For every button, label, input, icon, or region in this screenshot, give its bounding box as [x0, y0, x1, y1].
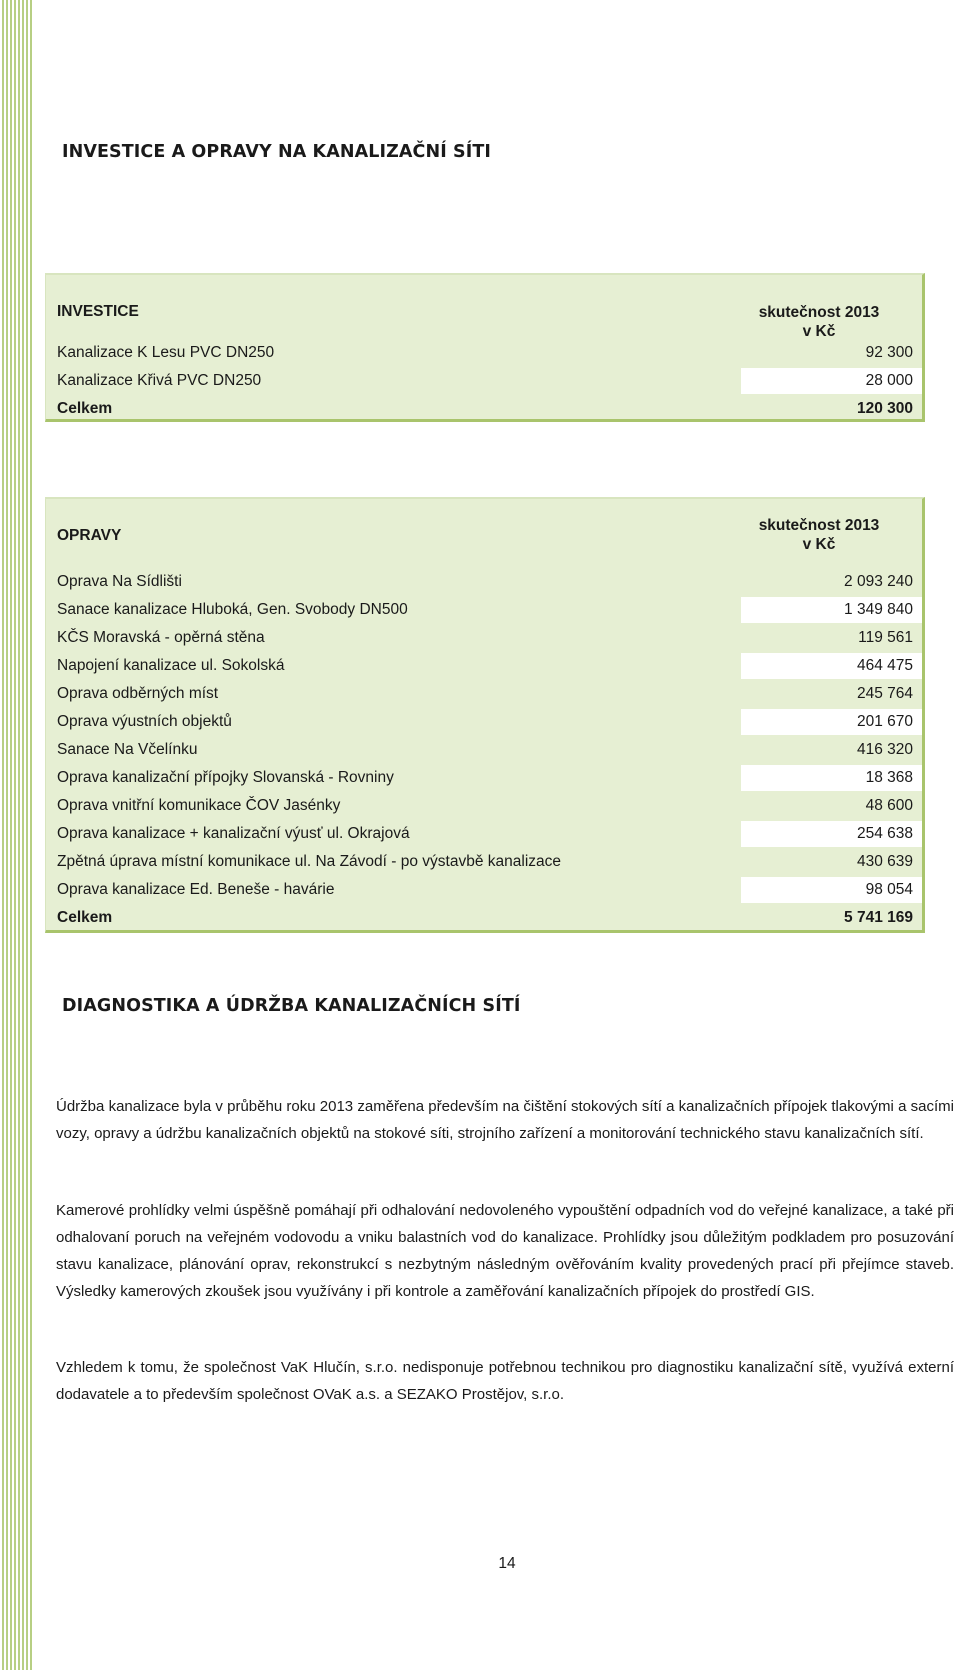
row-label: Sanace Na Včelínku: [57, 741, 198, 758]
row-value: 254 638: [856, 825, 913, 842]
table-row: [46, 596, 922, 624]
row-label: Oprava vnitřní komunikace ČOV Jasénky: [57, 797, 341, 814]
section-title-diagnostika: DIAGNOSTIKA A ÚDRŽBA KANALIZAČNÍCH SÍTÍ: [62, 996, 521, 1016]
table-row: [46, 792, 922, 820]
row-value: 18 368: [865, 769, 913, 786]
row-label: Zpětná úprava místní komunikace ul. Na Závodí - po výstavbě kanalizace: [57, 853, 561, 870]
row-value: 92 300: [865, 344, 913, 361]
row-label: KČS Moravská - opěrná stěna: [57, 629, 265, 646]
row-label: Kanalizace Křivá PVC DN250: [57, 372, 262, 389]
table-row: [46, 367, 922, 395]
row-value: 430 639: [856, 853, 913, 870]
row-value: 119 561: [858, 629, 913, 646]
total-value: 120 300: [856, 400, 913, 417]
table-row: [46, 876, 922, 904]
paragraph: Vzhledem k tomu, že společnost VaK Hlučín, s.r.o. nedisponuje potřebnou technikou pro diagnostiku kanalizační sítě, využívá externí dodavatele a to především společnost OVaK a.s. a SEZAKO Prostějov, s.r.o.: [56, 1359, 954, 1403]
table-total-row: [46, 395, 922, 419]
row-label: Sanace kanalizace Hluboká, Gen. Svobody DN500: [57, 601, 408, 618]
row-value: 98 054: [865, 881, 913, 898]
paragraph: Kamerové prohlídky velmi úspěšně pomáhají při odhalování nedovoleného vypouštění odpadních vod do veřejné kanalizace, a také při odhalovaní poruch na veřejném vodovodu a vniku balastních vod do kanalizace. Prohlídky jsou důležitým podkladem pro posuzování stavu kanalizace, plánování oprav, rekonstrukcí s nezbytným následným ověřováním kvality provedených prací při přejímce staveb. Výsledky kamerových zkoušek jsou využívány i při kontrole a zaměřování kanalizačních přípojek do prostředí GIS.: [56, 1202, 954, 1300]
investice-table-header: [46, 275, 922, 339]
paragraph: Údržba kanalizace byla v průběhu roku 2013 zaměřena především na čištění stokových sítí a kanalizačních přípojek tlakovými a sacími vozy, opravy a údržbu kanalizačních objektů na stokové síti, strojního zařízení a monitorování technického stavu kanalizačních sítí.: [56, 1098, 954, 1142]
row-value: 2 093 240: [844, 573, 913, 590]
decorative-margin-stripes: [0, 0, 32, 1670]
opravy-table-header: [46, 499, 922, 568]
opravy-value-header: [744, 516, 894, 554]
row-label: Oprava Na Sídlišti: [57, 573, 182, 590]
row-value: 245 764: [856, 685, 913, 702]
row-value: 1 349 840: [844, 601, 913, 618]
row-label: Oprava výustních objektů: [57, 713, 232, 730]
total-label: Celkem: [57, 909, 113, 926]
opravy-header-label: OPRAVY: [57, 527, 122, 544]
row-label: Oprava kanalizační přípojky Slovanská - Rovniny: [57, 769, 394, 786]
row-label: Kanalizace K Lesu PVC DN250: [57, 344, 275, 361]
row-value: 201 670: [856, 713, 913, 730]
row-label: Oprava kanalizace + kanalizační výusť ul. Okrajová: [57, 825, 410, 842]
opravy-table: [45, 497, 925, 933]
table-row: [46, 624, 922, 652]
row-label: Oprava kanalizace Ed. Beneše - havárie: [57, 881, 335, 898]
investice-header-label: INVESTICE: [57, 303, 139, 320]
table-row: [46, 568, 922, 596]
total-value: 5 741 169: [844, 909, 913, 926]
investice-value-header: [744, 303, 894, 341]
row-value: 464 475: [856, 657, 913, 674]
table-row: [46, 848, 922, 876]
row-value: 416 320: [856, 741, 913, 758]
table-row: [46, 652, 922, 680]
value-header-line1: skutečnost 2013: [758, 304, 880, 321]
value-header-line1: skutečnost 2013: [758, 517, 880, 534]
row-label: Napojení kanalizace ul. Sokolská: [57, 657, 285, 674]
table-row: [46, 820, 922, 848]
row-value: 28 000: [865, 372, 913, 389]
row-label: Oprava odběrných míst: [57, 685, 219, 702]
value-header-line2: v Kč: [802, 536, 836, 553]
investice-table: [45, 273, 925, 422]
total-label: Celkem: [57, 400, 113, 417]
table-row: [46, 764, 922, 792]
table-row: [46, 736, 922, 764]
table-row: [46, 339, 922, 367]
table-total-row: [46, 904, 922, 930]
table-row: [46, 680, 922, 708]
page-number: 14: [498, 1555, 516, 1572]
value-header-line2: v Kč: [802, 323, 836, 340]
table-row: [46, 708, 922, 736]
row-value: 48 600: [865, 797, 913, 814]
section-title-investice-opravy: INVESTICE A OPRAVY NA KANALIZAČNÍ SÍTI: [62, 142, 492, 162]
